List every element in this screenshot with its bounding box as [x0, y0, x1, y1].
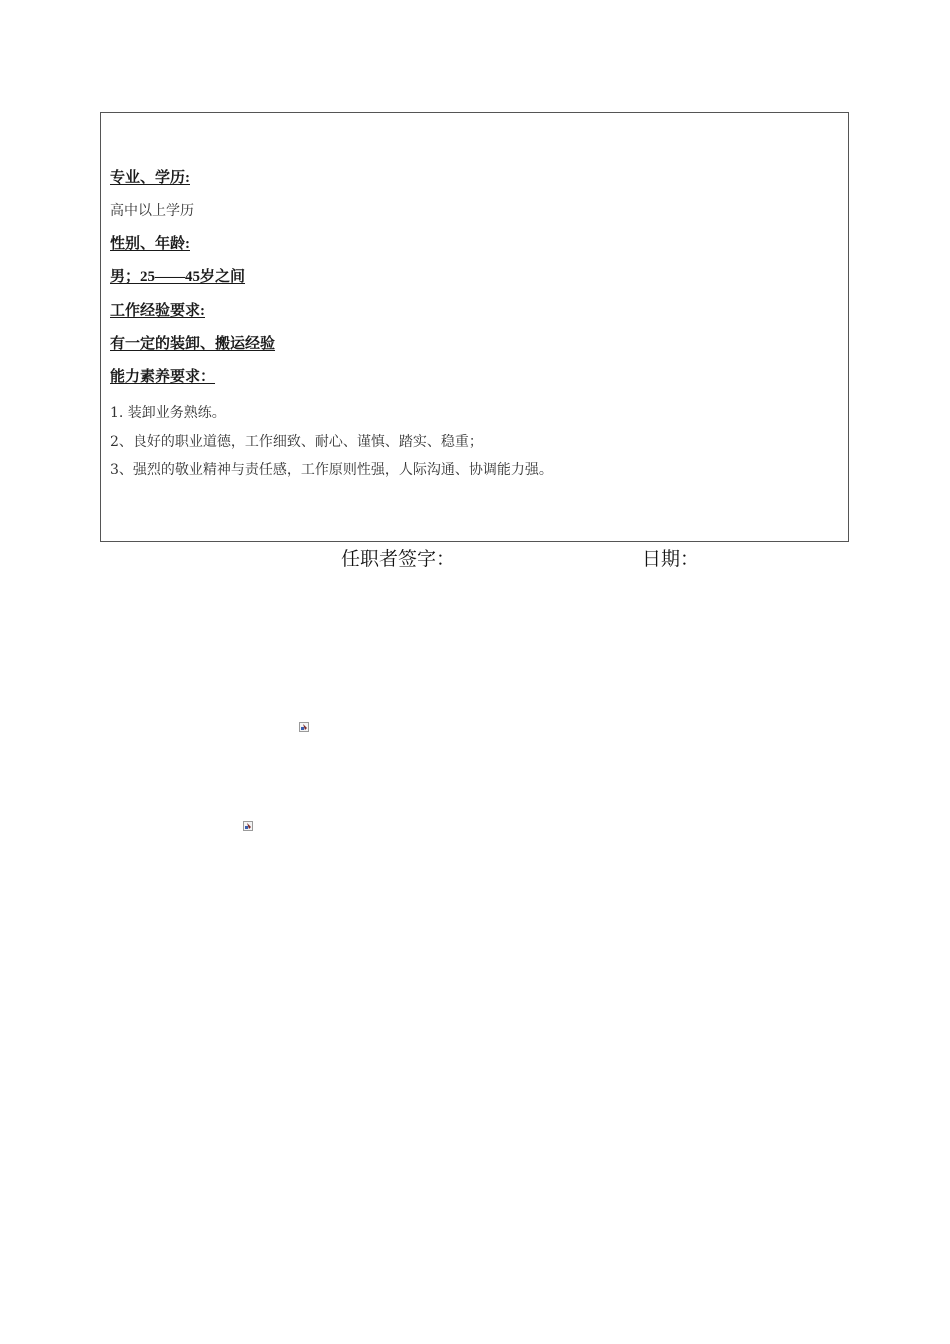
broken-image-icon — [243, 816, 253, 826]
experience-heading: 工作经验要求: — [110, 303, 205, 319]
experience-value: 有一定的装卸、搬运经验 — [110, 336, 276, 352]
gender-age-heading: 性别、年龄: — [110, 236, 190, 252]
education-heading: 专业、学历: — [110, 170, 190, 186]
requirements-box — [100, 112, 849, 542]
ability-item: 3、强烈的敬业精神与责任感，工作原则性强，人际沟通、协调能力强。 — [110, 462, 553, 478]
ability-heading: 能力素养要求： — [110, 369, 216, 385]
signature-row — [0, 544, 950, 572]
gender-age-value: 男；25——45岁之间 — [110, 269, 246, 285]
ability-item: 1. 装卸业务熟练。 — [110, 405, 226, 421]
signer-label: 任职者签字： — [341, 548, 456, 570]
education-value: 高中以上学历 — [110, 203, 194, 219]
broken-image-icon — [299, 717, 309, 727]
date-label: 日期： — [642, 548, 700, 570]
ability-item: 2、良好的职业道德，工作细致、耐心、谨慎、踏实、稳重； — [110, 434, 483, 450]
